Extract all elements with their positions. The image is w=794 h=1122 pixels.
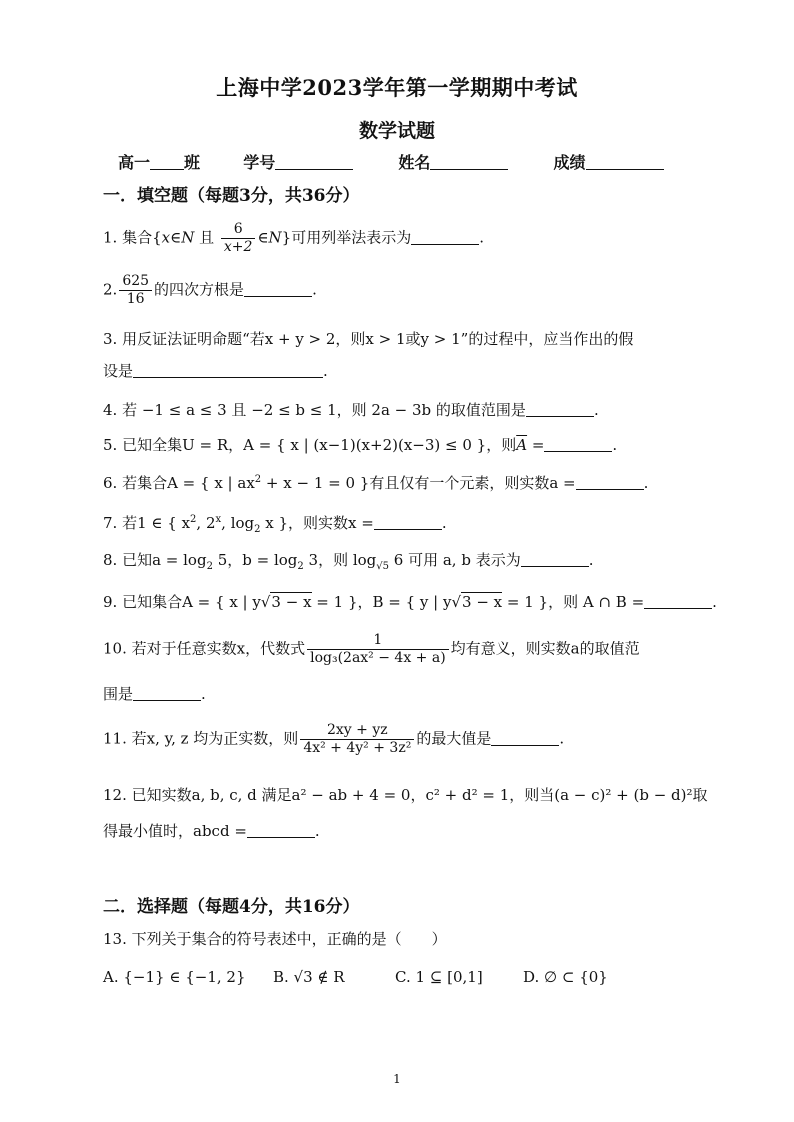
q7-answer-blank[interactable] bbox=[374, 514, 442, 530]
q5-answer-blank[interactable] bbox=[544, 436, 612, 452]
q3-answer-blank[interactable] bbox=[133, 362, 323, 378]
section-1-heading: 一．填空题（每题3分，共36分） bbox=[103, 186, 360, 206]
question-11: 11. 若x, y, z 均为正实数，则 $\frac{2xy + yz}{\text{4x² + 4y² + 3z²}}$ 的最大值是 . bbox=[103, 722, 565, 756]
question-5: 5. 已知全集U = R，A = { x | (x−1)(x+2)(x−3) ≤ 0 }，则$\overline{A}$ = . bbox=[103, 436, 618, 454]
section-2-heading: 二．选择题（每题4分，共16分） bbox=[103, 897, 360, 917]
q9-answer-blank[interactable] bbox=[644, 593, 712, 609]
q13-option-c[interactable]: C. 1 ⊆ [0,1] bbox=[395, 968, 483, 986]
question-2: 2. $\frac{625}{16}$ 的四次方根是 . bbox=[103, 273, 317, 307]
student-info-row bbox=[118, 150, 664, 173]
q13-option-a[interactable]: A. {−1} ∈ {−1, 2} bbox=[103, 968, 246, 986]
exam-title: 上海中学2023学年第一学期期中考试 bbox=[216, 75, 578, 100]
q13-option-b[interactable]: B. √3 ∉ R bbox=[273, 968, 345, 986]
q8-answer-blank[interactable] bbox=[521, 551, 589, 567]
q4-answer-blank[interactable] bbox=[526, 401, 594, 417]
score-field[interactable] bbox=[586, 153, 664, 170]
q11-answer-blank[interactable] bbox=[491, 730, 559, 746]
question-13: 13. 下列关于集合的符号表述中，正确的是（ ） bbox=[103, 930, 447, 948]
question-10: 10. 若对于任意实数x，代数式 $\frac{1}{\text{log₃(2ax² − 4x + a)}}$ 均有意义，则实数a的取值范 围是 . bbox=[103, 632, 640, 703]
question-6: 6. 若集合A = { x | $ax^2 + x - 1 = 0$ }有且仅有一个元素，则实数a = . bbox=[103, 474, 649, 492]
name-field[interactable] bbox=[430, 153, 508, 170]
student-id-label: 学号 bbox=[243, 153, 276, 172]
q13-option-d[interactable]: D. ∅ ⊂ {0} bbox=[523, 968, 608, 986]
grade-label: 高一 bbox=[118, 153, 151, 172]
page-number: 1 bbox=[393, 1072, 401, 1086]
exam-subtitle: 数学试题 bbox=[358, 120, 435, 142]
q1-fraction: $\frac{6}{x+2}$ bbox=[221, 221, 256, 256]
q10-answer-blank[interactable] bbox=[133, 685, 201, 701]
question-7: 7. 若1 ∈ { $x^2$, 2$^x$, $\log_2 x$ }，则实数x = . bbox=[103, 514, 447, 535]
question-12: 12. 已知实数a, b, c, d 满足a² − ab + 4 = 0，c² + d² = 1，则当(a − c)² + (b − d)²取 得最小值时，abcd = . bbox=[103, 786, 708, 840]
name-label: 姓名 bbox=[398, 153, 431, 172]
q1-answer-blank[interactable] bbox=[411, 229, 479, 245]
q11-fraction: $\frac{2xy + yz}{\text{4x² + 4y² + 3z²}}$ bbox=[300, 722, 414, 757]
q6-answer-blank[interactable] bbox=[576, 474, 644, 490]
q10-fraction: $\frac{1}{\text{log₃(2ax² − 4x + a)}}$ bbox=[307, 632, 449, 667]
question-8: 8. 已知$a = \log_2 5$，$b = \log_2 3$，则 $\log_{√5} 6$ 可用 a, b 表示为 . bbox=[103, 551, 594, 572]
score-label: 成绩 bbox=[553, 153, 586, 172]
question-9: 9. 已知集合A = { x | y√3 − x = 1 }，B = { y | y√3 − x = 1 }，则 A ∩ B = . bbox=[103, 593, 717, 611]
question-4: 4. 若 −1 ≤ a ≤ 3 且 −2 ≤ b ≤ 1，则 2a − 3b 的取值范围是 . bbox=[103, 401, 599, 419]
question-1: 1. 集合{x∈N 且 $\frac{6}{x+2}$ ∈N}可用列举法表示为 . bbox=[103, 221, 484, 255]
q12-answer-blank[interactable] bbox=[247, 822, 315, 838]
q2-fraction: $\frac{625}{16}$ bbox=[119, 273, 152, 308]
question-3: 3. 用反证法证明命题“若x + y > 2，则x > 1或y > 1”的过程中，应当作出的假 设是 . bbox=[103, 330, 634, 380]
class-number-field[interactable] bbox=[150, 153, 184, 170]
class-label: 班 bbox=[184, 153, 201, 172]
student-id-field[interactable] bbox=[275, 153, 353, 170]
q2-answer-blank[interactable] bbox=[244, 281, 312, 297]
